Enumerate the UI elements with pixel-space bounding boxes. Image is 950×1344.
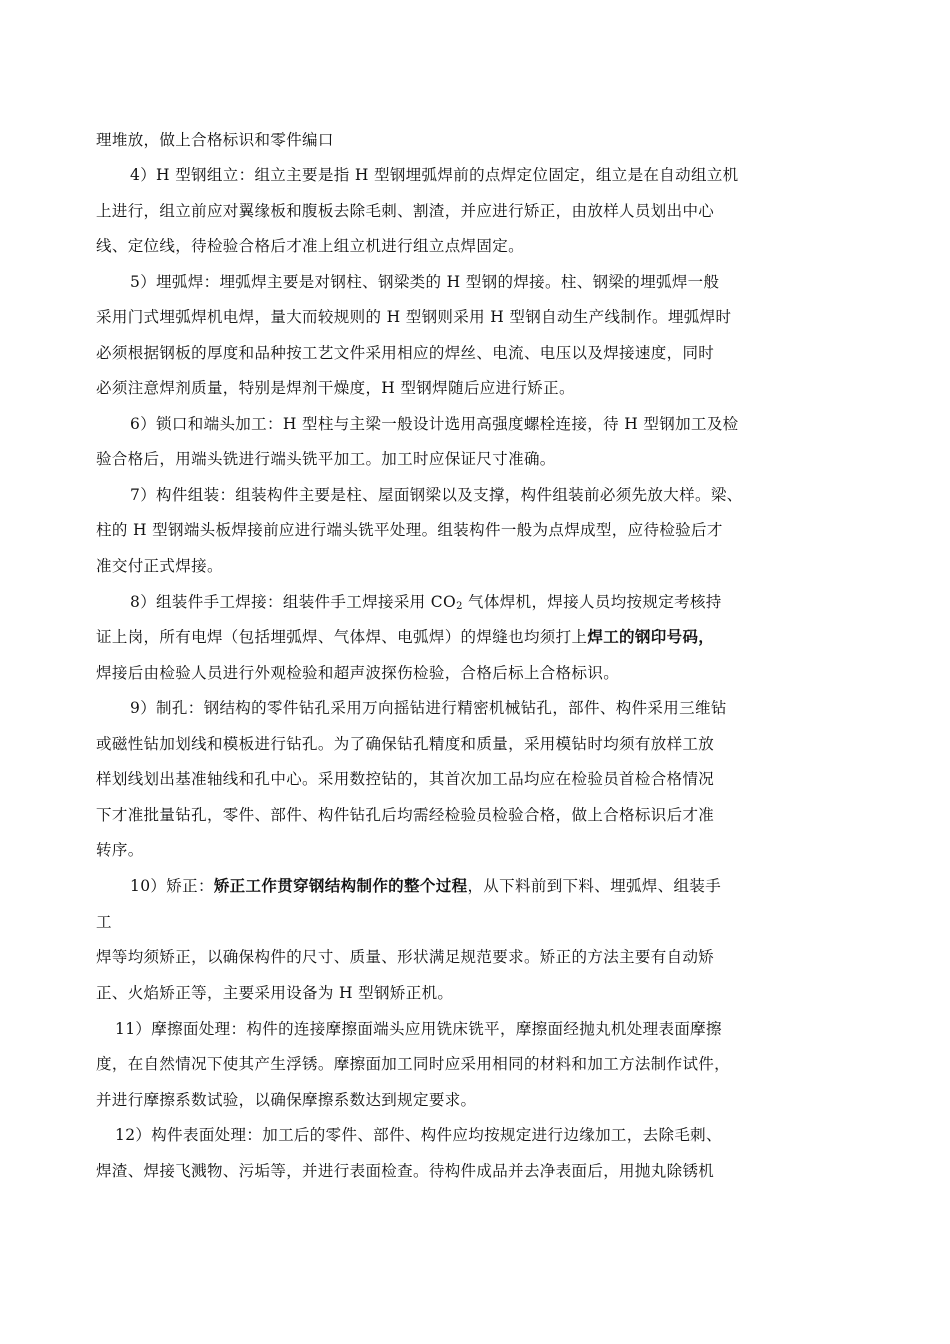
text-line: [130, 414, 739, 434]
text-line: [96, 1090, 476, 1110]
bold-text: 矫正工作贯穿钢结构制作的整个过程: [213, 876, 468, 895]
text-segment: 柱的 H 型钢端头板焊接前应进行端头铣平处理。组装构件一般为点焊成型，应待检验后才: [96, 521, 723, 539]
text-segment: 必须注意焊剂质量，特别是焊剂干燥度，H 型钢焊随后应进行矫正。: [96, 379, 575, 397]
text-segment: 证上岗，所有电焊（包括埋弧焊、气体焊、电弧焊）的焊缝也均须打上: [96, 628, 588, 646]
text-line: [96, 1054, 730, 1074]
text-line: [96, 912, 112, 932]
text-line: [130, 592, 722, 617]
text-line: [96, 201, 714, 221]
text-line: [96, 236, 524, 256]
text-segment: 9）制孔：钢结构的零件钻孔采用万向摇钻进行精密机械钻孔，部件、构件采用三维钻: [130, 699, 727, 717]
text-segment: 10）矫正：: [130, 877, 214, 895]
subscript-text: 2: [456, 601, 463, 612]
text-line: [130, 165, 739, 185]
text-line: [130, 272, 719, 292]
text-line: [96, 556, 223, 576]
text-segment: 理堆放，做上合格标识和零件编口: [96, 131, 334, 149]
text-segment: 11）摩擦面处理：构件的连接摩擦面端头应用铣床铣平，摩擦面经抛丸机处理表面摩擦: [115, 1020, 722, 1038]
text-segment: 6）锁口和端头加工：H 型柱与主梁一般设计选用高强度螺栓连接，待 H 型钢加工及检: [130, 415, 739, 433]
text-segment: 8）组装件手工焊接：组装件手工焊接采用 CO: [130, 593, 457, 611]
text-line: [96, 769, 714, 789]
text-segment: 并进行摩擦系数试验，以确保摩擦系数达到规定要求。: [96, 1091, 477, 1109]
text-line: [96, 627, 714, 647]
text-line: [130, 698, 727, 718]
text-segment: 7）构件组装：组装构件主要是柱、屋面钢梁以及支撑，构件组装前必须先放大样。梁、: [130, 486, 743, 504]
text-line: [115, 1019, 722, 1039]
text-segment: 转序。: [96, 841, 144, 859]
text-line: [96, 1161, 714, 1181]
bold-text: 焊工的钢印号码，: [587, 627, 715, 646]
text-line: [96, 449, 556, 469]
text-segment: 工: [96, 913, 112, 931]
text-line: [96, 983, 453, 1003]
text-segment: 5）埋弧焊：埋弧焊主要是对钢柱、钢梁类的 H 型钢的焊接。柱、钢梁的埋弧焊一般: [130, 273, 720, 291]
text-line: [115, 1125, 722, 1145]
text-segment: 样划线划出基准轴线和孔中心。采用数控钻的，其首次加工品均应在检验员首检合格情况: [96, 770, 715, 788]
text-segment: 度，在自然情况下使其产生浮锈。摩擦面加工同时应采用相同的材料和加工方法制作试件，: [96, 1055, 731, 1073]
text-segment: 采用门式埋弧焊机电焊，量大而较规则的 H 型钢则采用 H 型钢自动生产线制作。埋弧焊时: [96, 308, 732, 326]
text-line: [130, 485, 743, 505]
text-segment: 焊等均须矫正，以确保构件的尺寸、质量、形状满足规范要求。矫正的方法主要有自动矫: [96, 948, 715, 966]
text-segment: 或磁性钻加划线和模板进行钻孔。为了确保钻孔精度和质量，采用模钻时均须有放样工放: [96, 735, 715, 753]
text-segment: 12）构件表面处理：加工后的零件、部件、构件应均按规定进行边缘加工，去除毛刺、: [115, 1126, 722, 1144]
text-segment: 线、定位线，待检验合格后才准上组立机进行组立点焊固定。: [96, 237, 524, 255]
text-line: [96, 734, 714, 754]
text-segment: 焊接后由检验人员进行外观检验和超声波探伤检验，合格后标上合格标识。: [96, 664, 620, 682]
text-segment: 正、火焰矫正等，主要采用设备为 H 型钢矫正机。: [96, 984, 454, 1002]
text-line: [96, 947, 714, 967]
text-line: [96, 663, 619, 683]
text-segment: 验合格后，用端头铣进行端头铣平加工。加工时应保证尺寸准确。: [96, 450, 556, 468]
text-segment: 必须根据钢板的厚度和品种按工艺文件采用相应的焊丝、电流、电压以及焊接速度，同时: [96, 344, 715, 362]
text-line: [96, 805, 714, 825]
text-segment: 准交付正式焊接。: [96, 557, 223, 575]
text-segment: 上进行，组立前应对翼缘板和腹板去除毛刺、割渣，并应进行矫正，由放样人员划出中心: [96, 202, 715, 220]
text-line: [96, 520, 723, 540]
text-line: [96, 378, 575, 398]
text-line: [96, 130, 334, 150]
text-segment: 焊渣、焊接飞溅物、污垢等，并进行表面检查。待构件成品并去净表面后，用抛丸除锈机: [96, 1162, 715, 1180]
text-line: [96, 307, 731, 327]
text-segment: ，从下料前到下料、埋弧焊、组装手: [467, 877, 722, 895]
text-line: [96, 840, 144, 860]
text-line: [130, 876, 721, 896]
text-segment: 下才准批量钻孔，零件、部件、构件钻孔后均需经检验员检验合格，做上合格标识后才准: [96, 806, 715, 824]
text-segment: 4）H 型钢组立：组立主要是指 H 型钢埋弧焊前的点焊定位固定，组立是在自动组立机: [130, 166, 739, 184]
text-segment: 气体焊机，焊接人员均按规定考核持: [462, 593, 722, 611]
text-line: [96, 343, 714, 363]
